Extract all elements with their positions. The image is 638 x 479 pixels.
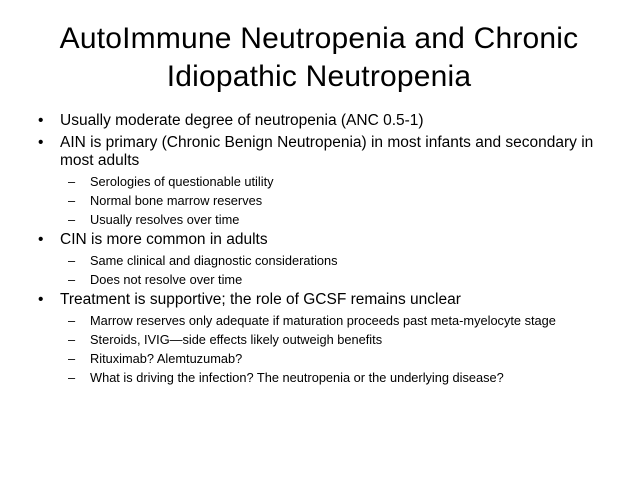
dash-icon: – [68, 193, 76, 208]
bullet-item [38, 231, 618, 249]
bullet-item [38, 291, 618, 309]
sub-bullet-item [38, 351, 618, 366]
bullet-text: Usually moderate degree of neutropenia (ANC 0.5-1) [60, 112, 424, 129]
sub-bullet-text: Usually resolves over time [90, 212, 240, 227]
sub-bullet-text: Same clinical and diagnostic considerations [90, 253, 338, 268]
bullet-text: CIN is more common in adults [60, 231, 268, 248]
sub-bullet-item [38, 332, 618, 347]
sub-bullet-item [38, 370, 618, 385]
sub-bullet-item [38, 174, 618, 189]
sub-bullet-item [38, 193, 618, 208]
dash-icon: – [68, 313, 76, 328]
bullet-icon: • [38, 134, 44, 151]
bullet-list [38, 112, 618, 389]
sub-bullet-text: Normal bone marrow reserves [90, 193, 263, 208]
bullet-item [38, 112, 618, 130]
sub-bullet-text: Marrow reserves only adequate if maturation proceeds past meta-myelocyte stage [90, 313, 556, 328]
dash-icon: – [68, 351, 76, 366]
sub-bullet-item [38, 272, 618, 287]
sub-bullet-text: What is driving the infection? The neutropenia or the underlying disease? [90, 370, 504, 385]
sub-bullet-item [38, 212, 618, 227]
bullet-icon: • [38, 231, 44, 248]
sub-bullet-text: Does not resolve over time [90, 272, 243, 287]
dash-icon: – [68, 212, 76, 227]
sub-bullet-text: Steroids, IVIG—side effects likely outweigh benefits [90, 332, 383, 347]
dash-icon: – [68, 332, 76, 347]
sub-bullet-item [38, 253, 618, 268]
sub-bullet-item [38, 313, 618, 328]
dash-icon: – [68, 253, 76, 268]
slide-title-line-2: Idiopathic Neutropenia [166, 60, 472, 93]
dash-icon: – [68, 272, 76, 287]
bullet-item [38, 134, 618, 170]
slide-title-line-1: AutoImmune Neutropenia and Chronic [59, 22, 579, 55]
dash-icon: – [68, 174, 76, 189]
bullet-text: AIN is primary (Chronic Benign Neutropenia) in most infants and secondary in most adults [60, 134, 594, 169]
sub-bullet-text: Rituximab? Alemtuzumab? [90, 351, 243, 366]
bullet-icon: • [38, 291, 44, 308]
bullet-text: Treatment is supportive; the role of GCSF remains unclear [60, 291, 461, 308]
sub-bullet-text: Serologies of questionable utility [90, 174, 274, 189]
dash-icon: – [68, 370, 76, 385]
bullet-icon: • [38, 112, 44, 129]
slide-title [20, 20, 618, 96]
